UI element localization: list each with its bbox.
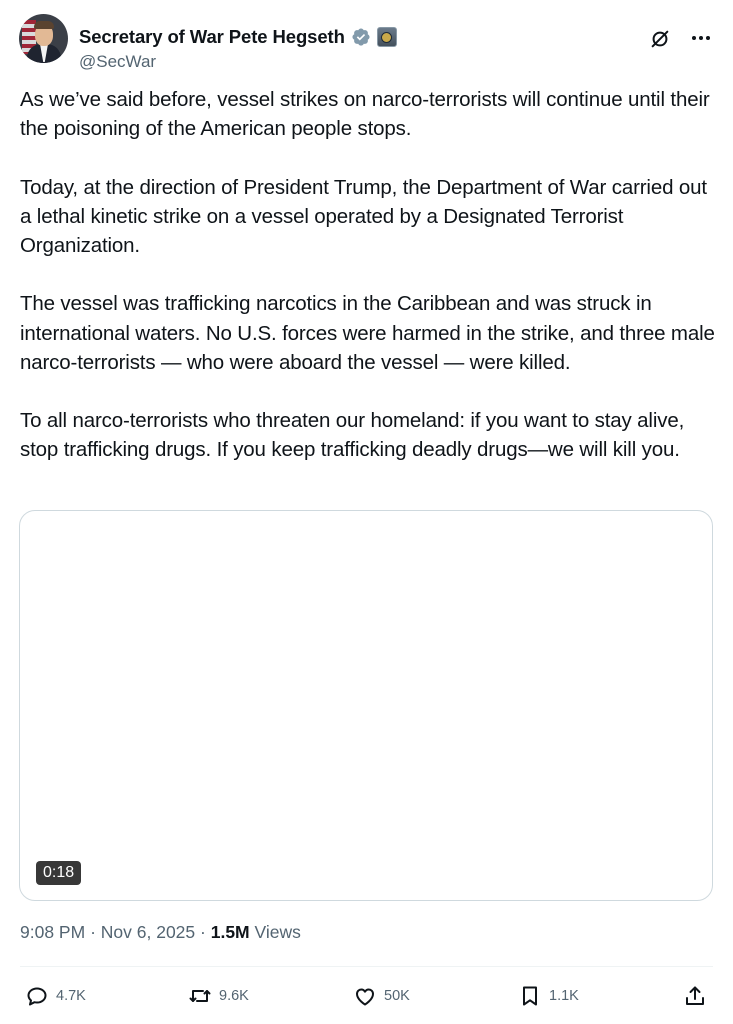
share-icon xyxy=(683,984,707,1008)
video-player[interactable] xyxy=(19,510,713,901)
views-count: 1.5M xyxy=(210,922,250,942)
author-handle[interactable]: @SecWar xyxy=(79,52,157,71)
divider xyxy=(20,966,713,967)
meta-separator: · xyxy=(90,922,96,942)
post-time[interactable]: 9:08 PM xyxy=(20,922,86,942)
like-count: 50K xyxy=(384,988,410,1004)
like-button[interactable] xyxy=(353,980,410,1012)
repost-button[interactable] xyxy=(188,980,249,1012)
author-display-name[interactable]: Secretary of War Pete Hegseth xyxy=(79,26,345,47)
reply-button[interactable] xyxy=(25,980,86,1012)
meta-separator: · xyxy=(200,922,206,942)
video-duration-badge: 0:18 xyxy=(36,861,81,885)
more-options-icon[interactable] xyxy=(689,26,713,50)
action-bar xyxy=(20,980,713,1012)
share-button[interactable] xyxy=(683,980,707,1012)
repost-count: 9.6K xyxy=(219,988,249,1004)
repost-icon xyxy=(188,984,212,1008)
bookmark-count: 1.1K xyxy=(549,988,579,1004)
grok-icon[interactable] xyxy=(649,28,671,50)
tweet-paragraph: Today, at the direction of President Trump, the Department of War carried out a lethal kinetic strike on a vessel operated by a Designated Terrorist Organization. xyxy=(20,175,707,257)
post-date[interactable]: Nov 6, 2025 xyxy=(100,922,196,942)
author-name-row xyxy=(79,26,397,48)
reply-icon xyxy=(25,984,49,1008)
tweet-text xyxy=(20,85,720,465)
government-affiliate-badge-icon[interactable] xyxy=(377,27,397,47)
bookmark-icon xyxy=(518,984,542,1008)
avatar[interactable] xyxy=(19,14,68,63)
tweet-meta xyxy=(20,922,301,943)
tweet-header xyxy=(19,12,713,71)
bookmark-button[interactable] xyxy=(518,980,579,1012)
verified-badge-icon[interactable] xyxy=(351,27,371,47)
tweet-paragraph: As we’ve said before, vessel strikes on narco-terrorists will continue until their the poisoning of the American people stops. xyxy=(20,88,710,141)
reply-count: 4.7K xyxy=(56,988,86,1004)
tweet-paragraph: To all narco-terrorists who threaten our homeland: if you want to stay alive, stop trafficking drugs. If you keep trafficking deadly drugs—we will kill you. xyxy=(20,409,685,462)
tweet-paragraph: The vessel was trafficking narcotics in the Caribbean and was struck in international waters. No U.S. forces were harmed in the strike, and three male narco-terrorists — who were aboard the vessel — were killed. xyxy=(20,292,715,374)
views-label: Views xyxy=(254,922,301,942)
heart-icon xyxy=(353,984,377,1008)
